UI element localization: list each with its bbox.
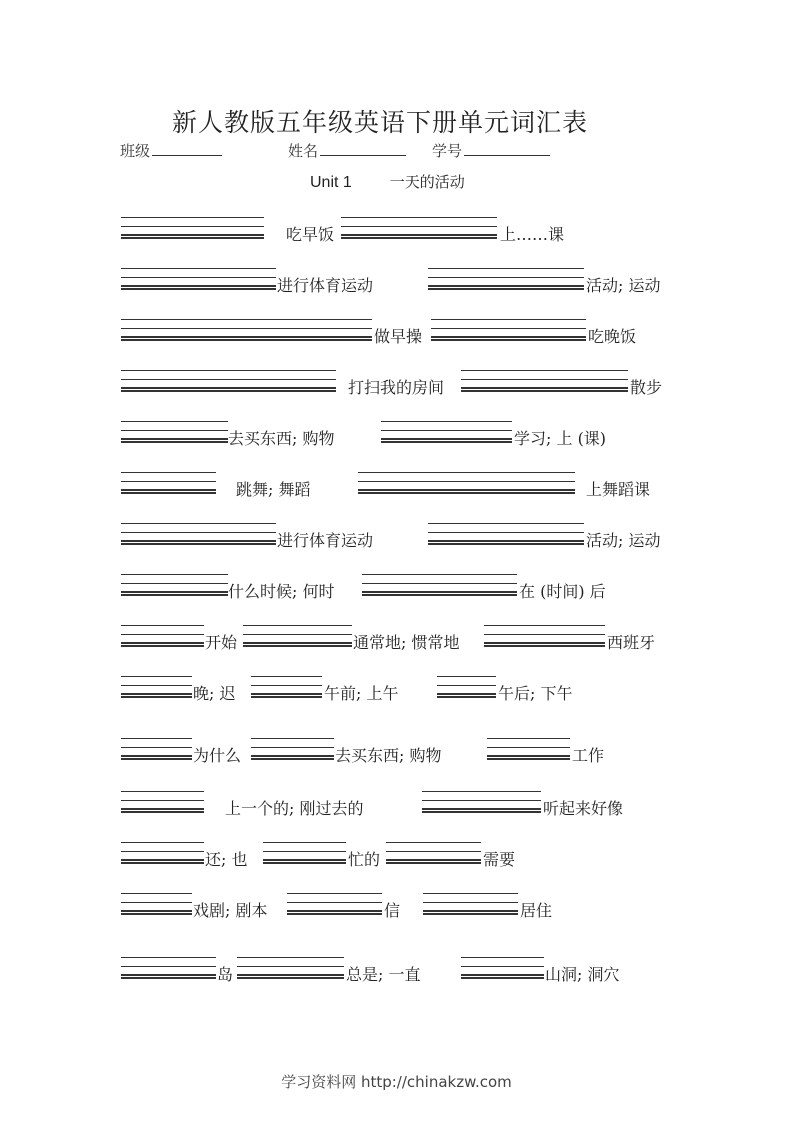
vocab-meaning: 去买东西; 购物 xyxy=(228,429,335,448)
writing-line[interactable] xyxy=(287,910,382,912)
writing-line[interactable] xyxy=(251,693,322,695)
writing-line xyxy=(121,800,204,801)
vocab-meaning: 吃晚饭 xyxy=(588,327,637,346)
writing-line xyxy=(422,800,541,801)
writing-line[interactable] xyxy=(121,336,372,338)
writing-line[interactable] xyxy=(263,859,346,861)
unit-topic: 一天的活动 xyxy=(389,173,465,191)
writing-line xyxy=(121,390,336,392)
writing-line xyxy=(428,277,584,278)
writing-line xyxy=(341,217,497,218)
writing-line xyxy=(121,811,204,813)
writing-line xyxy=(461,370,628,371)
writing-line xyxy=(487,747,570,748)
unit-number: Unit 1 xyxy=(310,174,352,191)
writing-line xyxy=(121,747,192,748)
writing-line xyxy=(386,842,481,843)
vocab-meaning: 什么时候; 何时 xyxy=(228,582,335,601)
writing-line[interactable] xyxy=(487,755,570,757)
writing-line xyxy=(121,594,228,596)
writing-line xyxy=(428,288,584,290)
writing-line xyxy=(263,851,346,852)
writing-line xyxy=(422,811,541,813)
writing-line xyxy=(251,676,322,677)
writing-line xyxy=(121,421,228,422)
unit-heading xyxy=(310,171,465,192)
writing-line xyxy=(121,268,276,269)
writing-line[interactable] xyxy=(237,974,344,976)
writing-line[interactable] xyxy=(121,591,228,593)
writing-line xyxy=(251,685,322,686)
vocab-meaning: 山洞; 洞穴 xyxy=(545,965,620,984)
writing-line[interactable] xyxy=(428,540,584,542)
writing-line xyxy=(423,902,518,903)
writing-line[interactable] xyxy=(428,285,584,287)
writing-line xyxy=(263,862,346,864)
vocab-meaning: 学习; 上 (课) xyxy=(514,429,607,448)
writing-line xyxy=(121,696,192,698)
writing-line xyxy=(362,583,517,584)
student-id-label: 学号 xyxy=(432,142,463,160)
writing-line xyxy=(251,738,334,739)
writing-line xyxy=(428,532,584,533)
writing-line xyxy=(121,379,336,380)
vocab-meaning: 午后; 下午 xyxy=(498,684,573,703)
writing-line xyxy=(121,685,192,686)
class-label: 班级 xyxy=(120,142,151,160)
writing-line xyxy=(121,893,192,894)
vocab-meaning: 上一个的; 刚过去的 xyxy=(225,799,364,818)
writing-line xyxy=(484,645,605,647)
writing-line[interactable] xyxy=(121,974,216,976)
writing-line xyxy=(341,237,497,239)
writing-line xyxy=(428,543,584,545)
writing-line xyxy=(461,957,544,958)
writing-line xyxy=(237,977,344,979)
writing-line xyxy=(251,696,322,698)
writing-line[interactable] xyxy=(461,387,628,389)
writing-line xyxy=(121,481,216,482)
writing-line xyxy=(237,966,344,967)
name-label: 姓名 xyxy=(288,142,319,160)
vocab-meaning: 需要 xyxy=(483,850,516,869)
writing-line xyxy=(121,277,276,278)
writing-line xyxy=(121,625,204,626)
writing-line xyxy=(484,634,605,635)
writing-line xyxy=(381,430,512,431)
writing-line xyxy=(362,594,517,596)
writing-line xyxy=(121,339,372,341)
writing-line[interactable] xyxy=(422,808,541,810)
vocab-meaning: 信 xyxy=(384,901,401,920)
writing-line xyxy=(121,862,204,864)
writing-line xyxy=(358,481,575,482)
writing-line xyxy=(121,472,216,473)
writing-line xyxy=(237,957,344,958)
writing-line[interactable] xyxy=(251,755,334,757)
vocab-meaning: 工作 xyxy=(572,746,605,765)
writing-line xyxy=(431,328,586,329)
writing-line xyxy=(121,758,192,760)
vocab-meaning: 总是; 一直 xyxy=(346,965,421,984)
writing-line xyxy=(121,288,276,290)
writing-line[interactable] xyxy=(423,910,518,912)
writing-line xyxy=(422,791,541,792)
writing-line xyxy=(487,758,570,760)
writing-line xyxy=(243,625,352,626)
writing-line xyxy=(121,676,192,677)
writing-line xyxy=(461,379,628,380)
vocab-meaning: 居住 xyxy=(520,901,553,920)
writing-line xyxy=(461,966,544,967)
writing-line xyxy=(437,685,496,686)
vocab-meaning: 晚; 迟 xyxy=(193,684,236,703)
vocab-meaning: 岛 xyxy=(217,965,234,984)
writing-line xyxy=(251,758,334,760)
writing-line xyxy=(121,319,372,320)
writing-line xyxy=(121,430,228,431)
writing-line xyxy=(121,492,216,494)
writing-line xyxy=(121,523,276,524)
writing-line[interactable] xyxy=(484,642,605,644)
writing-line xyxy=(121,902,192,903)
writing-line[interactable] xyxy=(121,489,216,491)
student-id-blank[interactable] xyxy=(464,141,550,156)
writing-line[interactable] xyxy=(121,387,336,389)
vocab-meaning: 散步 xyxy=(630,378,663,397)
writing-line xyxy=(121,913,192,915)
vocab-meaning: 进行体育运动 xyxy=(277,276,374,295)
writing-line xyxy=(428,523,584,524)
vocab-meaning: 忙的 xyxy=(348,850,381,869)
writing-line[interactable] xyxy=(461,974,544,976)
vocab-meaning: 开始 xyxy=(205,633,238,652)
vocab-meaning: 还; 也 xyxy=(205,850,248,869)
writing-line[interactable] xyxy=(341,234,497,236)
writing-line xyxy=(362,574,517,575)
writing-line xyxy=(386,851,481,852)
student-id-field xyxy=(432,140,550,161)
writing-line xyxy=(287,913,382,915)
vocab-meaning: 跳舞; 舞蹈 xyxy=(236,480,311,499)
writing-line xyxy=(484,625,605,626)
vocab-meaning: 为什么 xyxy=(193,746,242,765)
vocab-meaning: 午前; 上午 xyxy=(324,684,399,703)
writing-line[interactable] xyxy=(121,859,204,861)
writing-line[interactable] xyxy=(243,642,352,644)
vocab-meaning: 活动; 运动 xyxy=(586,531,661,550)
writing-line xyxy=(121,543,276,545)
writing-line[interactable] xyxy=(121,910,192,912)
writing-line[interactable] xyxy=(121,234,264,236)
writing-line xyxy=(243,645,352,647)
writing-line xyxy=(428,268,584,269)
vocab-meaning: 上舞蹈课 xyxy=(586,480,651,499)
name-blank[interactable] xyxy=(320,141,406,156)
writing-line[interactable] xyxy=(121,285,276,287)
writing-line xyxy=(487,738,570,739)
writing-line xyxy=(358,472,575,473)
writing-line xyxy=(437,696,496,698)
writing-line[interactable] xyxy=(121,808,204,810)
writing-line xyxy=(121,226,264,227)
writing-line xyxy=(461,390,628,392)
footer-text: 学习资料网 http://chinakzw.com xyxy=(281,1073,512,1091)
writing-line[interactable] xyxy=(121,693,192,695)
writing-line xyxy=(431,339,586,341)
writing-line xyxy=(287,902,382,903)
writing-line xyxy=(121,791,204,792)
writing-line[interactable] xyxy=(381,438,512,440)
writing-line xyxy=(121,957,216,958)
writing-line xyxy=(121,237,264,239)
vocab-meaning: 进行体育运动 xyxy=(277,531,374,550)
vocab-meaning: 吃早饭 xyxy=(286,225,335,244)
page-title: 新人教版五年级英语下册单元词汇表 xyxy=(171,108,588,137)
writing-line xyxy=(423,913,518,915)
writing-line xyxy=(121,738,192,739)
vocab-meaning: 去买东西; 购物 xyxy=(335,746,442,765)
writing-line xyxy=(461,977,544,979)
class-blank[interactable] xyxy=(152,141,222,156)
writing-line xyxy=(121,370,336,371)
writing-line xyxy=(121,977,216,979)
writing-line[interactable] xyxy=(121,540,276,542)
writing-line xyxy=(381,441,512,443)
writing-line xyxy=(341,226,497,227)
writing-line[interactable] xyxy=(121,755,192,757)
writing-line xyxy=(121,851,204,852)
writing-line xyxy=(121,583,228,584)
writing-line xyxy=(121,574,228,575)
writing-line xyxy=(251,747,334,748)
vocab-meaning: 西班牙 xyxy=(607,633,656,652)
writing-line[interactable] xyxy=(121,642,204,644)
writing-line xyxy=(358,492,575,494)
writing-line xyxy=(431,319,586,320)
vocab-meaning: 戏剧; 剧本 xyxy=(193,901,268,920)
writing-line xyxy=(121,328,372,329)
class-field xyxy=(120,140,222,161)
writing-line xyxy=(381,421,512,422)
vocab-meaning: 上……课 xyxy=(500,225,565,244)
vocab-meaning: 打扫我的房间 xyxy=(348,378,445,397)
writing-line xyxy=(121,441,228,443)
writing-line[interactable] xyxy=(362,591,517,593)
vocab-meaning: 通常地; 惯常地 xyxy=(353,633,460,652)
vocab-meaning: 在 (时间) 后 xyxy=(519,582,606,601)
writing-line xyxy=(121,532,276,533)
writing-line xyxy=(121,842,204,843)
writing-line xyxy=(121,217,264,218)
writing-line xyxy=(121,966,216,967)
writing-line[interactable] xyxy=(121,438,228,440)
writing-line xyxy=(423,893,518,894)
writing-line xyxy=(287,893,382,894)
writing-line xyxy=(121,645,204,647)
writing-line[interactable] xyxy=(437,693,496,695)
writing-line xyxy=(437,676,496,677)
writing-line[interactable] xyxy=(386,859,481,861)
name-field xyxy=(288,140,406,161)
writing-line xyxy=(386,862,481,864)
vocab-meaning: 听起来好像 xyxy=(543,799,624,818)
writing-line[interactable] xyxy=(358,489,575,491)
writing-line xyxy=(263,842,346,843)
writing-line xyxy=(121,634,204,635)
vocab-meaning: 做早操 xyxy=(374,327,423,346)
writing-line[interactable] xyxy=(431,336,586,338)
vocab-meaning: 活动; 运动 xyxy=(586,276,661,295)
writing-line xyxy=(243,634,352,635)
